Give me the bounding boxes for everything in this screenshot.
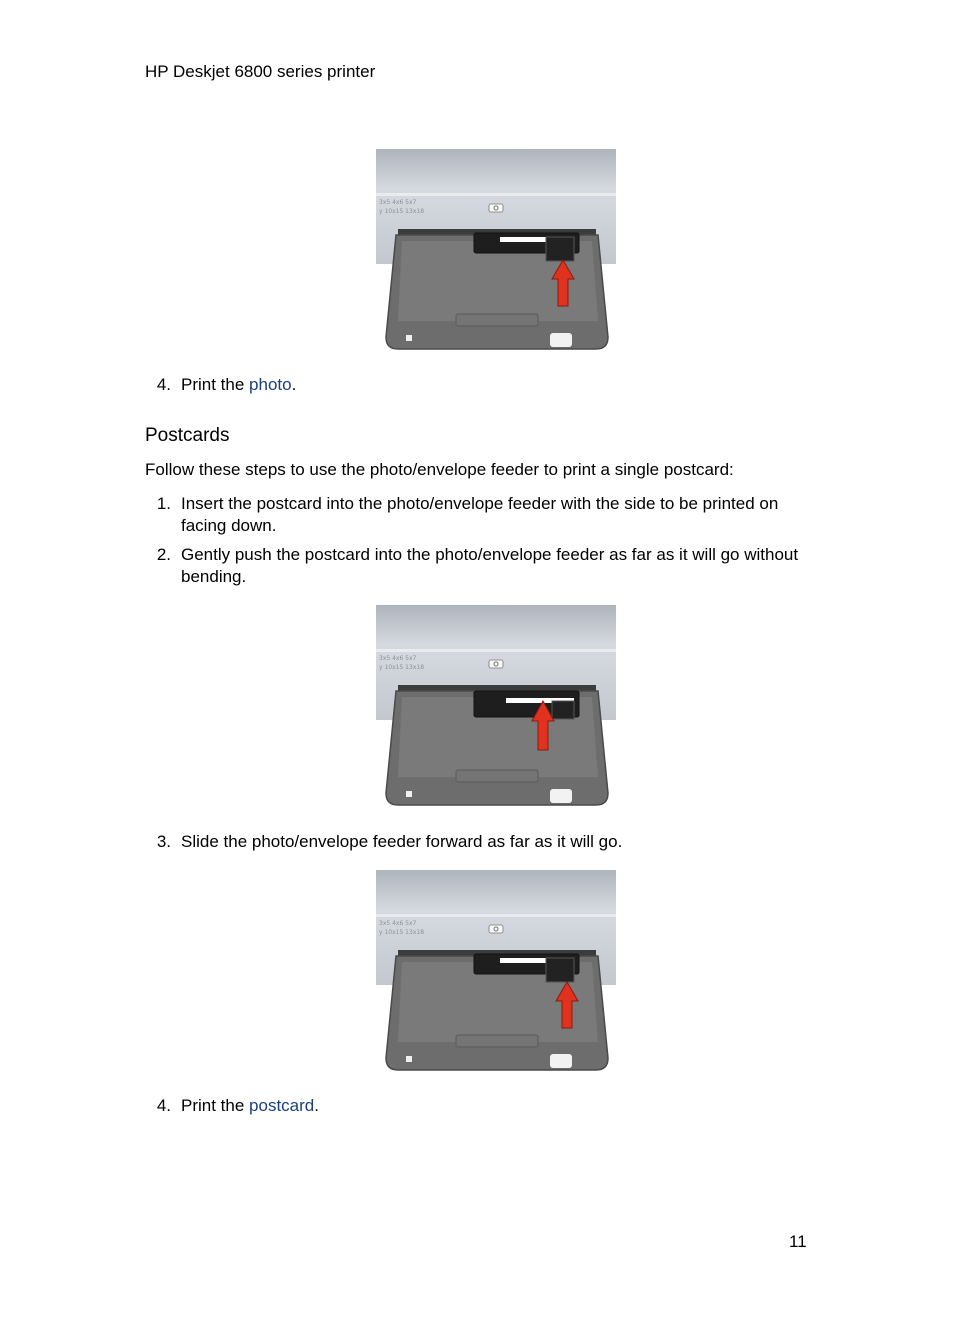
svg-text:y 10x15 13x18: y 10x15 13x18 (379, 664, 425, 671)
step-text: Slide the photo/envelope feeder forward as far as it will go. (181, 832, 623, 851)
section-intro: Follow these steps to use the photo/envelope feeder to print a single postcard: (145, 460, 734, 479)
page-number: 11 (789, 1232, 807, 1251)
svg-text:3x5 4x6 5x7: 3x5 4x6 5x7 (379, 199, 417, 206)
step-print-postcard (145, 1095, 845, 1117)
step-text-suffix: . (291, 375, 297, 394)
step-text (181, 374, 811, 396)
step-number: 3. (156, 832, 171, 851)
feeder-illustration-1 (376, 149, 616, 355)
step-insert-postcard (145, 493, 845, 537)
feeder-illustration-3 (376, 870, 616, 1076)
feeder-illustration-2 (376, 605, 616, 811)
step-number: 4. (156, 375, 171, 394)
step-text-suffix: . (314, 1096, 319, 1115)
section-heading: Postcards (145, 425, 230, 446)
svg-text:y 10x15 13x18: y 10x15 13x18 (379, 208, 425, 215)
step-number: 1. (156, 494, 171, 513)
svg-text:3x5 4x6 5x7: 3x5 4x6 5x7 (379, 655, 417, 662)
step-text: Gently push the postcard into the photo/envelope feeder as far as it will go without bending. (181, 545, 799, 586)
svg-text:y 10x15 13x18: y 10x15 13x18 (379, 929, 425, 936)
step-number: 2. (156, 545, 171, 564)
step-slide-feeder (145, 831, 845, 853)
running-header: HP Deskjet 6800 series printer (145, 62, 376, 81)
step-text: Insert the postcard into the photo/envelope feeder with the side to be printed on facing down. (181, 494, 779, 535)
step-text-prefix: Print the (181, 375, 250, 394)
postcard-link[interactable]: postcard (249, 1096, 315, 1115)
step-print-photo (145, 374, 845, 396)
step-push-postcard (145, 544, 845, 588)
svg-text:3x5 4x6 5x7: 3x5 4x6 5x7 (379, 920, 417, 927)
photo-link[interactable]: photo (249, 375, 292, 394)
step-text-prefix: Print the (181, 1096, 250, 1115)
step-number: 4. (156, 1096, 171, 1115)
step-text (181, 1095, 811, 1117)
